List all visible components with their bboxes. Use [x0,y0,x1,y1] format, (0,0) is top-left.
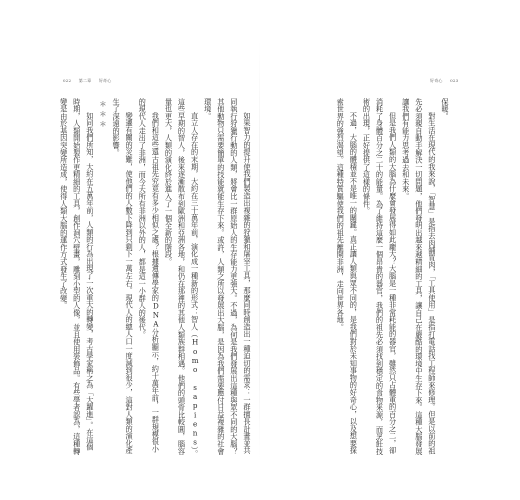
right-paragraph: 不過，大腦的體積並不是唯一的關鍵。真正讓人類與眾不同的，是我們對於未知事物的好奇心，以及想要探索世界的強烈渴望。這種特質驅使我們的祖先離開非洲，走向世界各地。 [336,98,359,455]
left-chapter-label: 第二章 [78,78,92,83]
right-paragraph: 保暖。 [441,98,450,120]
right-page-header [430,78,464,84]
section-break-ornament: ＊＊＊ [98,100,108,131]
right-page-number: 023 [450,78,459,83]
left-paragraph: 變遷有關的災難，使他們的人數下降到只剩下一萬左右。現代人的總人口一度減到很少，這對人類的演化產生了深遠的影響。 [112,98,135,455]
left-paragraph: 如同我們所知，大約在五萬年前，人類的行為出現了一次重大的轉變，考古學家稱之為「大躍進」。在這個時期，人類開始製作更精細的工具，創作洞穴壁畫，雕刻小型的人像，並且使用裝飾品。有些學者認為，這種轉變是由於基因突變所造成，使得人類大腦的運作方式發生了改變。 [59,98,95,455]
left-running-title: 好奇心 [98,78,112,83]
right-paragraph: 對生活在現代的我來說，「智慧」是指去肉舖買肉，「工具使用」是指打電話找工程師來修理。但是以前的祖先必須親自動手解決一切問題，他們發明出越來越精細的工具，讓自己在嚴酷的環境中生存下來。這種大腦發展讓我們有能力思考過去和未來。 [401,98,437,455]
right-page-body [262,98,452,458]
left-page-number: 022 [63,78,72,83]
left-paragraph: 如果智力的提升使我們製造出複雜的狩獵和屠宰工具，那麼同時創造出一種迫切的需求：一群擅長計畫並共同執行狩獵行動的人類，將會比一群原始人的生存能力更強大。不過，為何是我們發展出這種與眾不同的大腦？其他動物只需要簡單的技能就能生存下來。或許，人類之所以發展出大腦，是因為我們需要應付日益複雜的社會環境。 [203,98,252,455]
left-page-header [63,78,117,84]
left-paragraph: 直立人存在的末期，大約在三十萬年前，演化成一種新的形式：智人（Homo sapiens）。這些早期的智人，後來逐漸散布到歐洲和亞洲各地，和仍在那裡的其他人類族群相遇。他們的頭骨比較圓，腦容量也更大，人類的演化終於進入了一個全新的階段。 [164,98,200,458]
page-gutter [259,40,260,460]
right-running-title: 好奇心 [430,78,443,83]
left-page-body [59,98,254,458]
left-paragraph: 我們和這些遠古祖先究竟有多少相似之處？根據遺傳學家的DNA分析顯示，約十萬年前，一群規模很小的現代人走出了非洲，而今天所有非洲以外的人，都是這一小群人的後代。 [138,98,161,453]
right-paragraph: 但是我們人類的大腦為什麼會發展得如此龐大？大腦是一種非常耗能的器官，雖然只占體重的百分之二，卻消耗了身體百分之二十的能量。為了維持這麼一個昂貴的器官，我們的祖先必須找到穩定的食物來源，而烹飪技術的出現，正好提供了這樣的條件。 [362,98,398,455]
